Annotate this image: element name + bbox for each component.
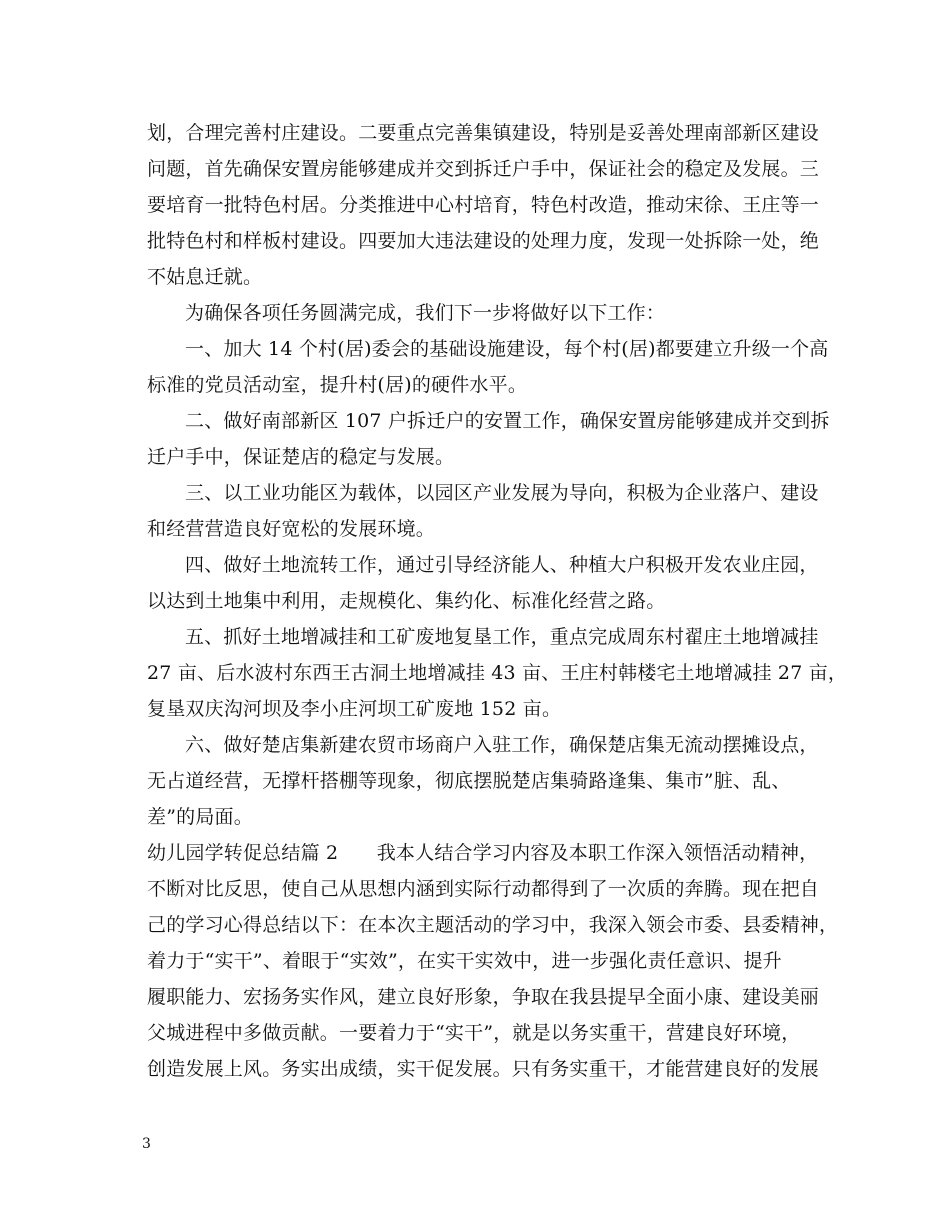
text-line: 要培育一批特色村居。分类推进中心村培育，特色村改造，推动宋徐、王庄等一 <box>147 194 820 216</box>
text-line: 着力于“实干”、着眼于“实效”，在实干实效中，进一步强化责任意识、提升 <box>147 950 782 972</box>
text-line: 批特色村和样板村建设。四要加大违法建设的处理力度，发现一处拆除一处，绝 <box>147 230 820 252</box>
text-line: 复垦双庆沟河坝及李小庄河坝工矿废地 152 亩。 <box>147 698 562 720</box>
section-heading-line: 幼儿园学转促总结篇 2 我本人结合学习内容及本职工作深入领悟活动精神， <box>147 842 819 864</box>
text-line: 六、做好楚店集新建农贸市场商户入驻工作，确保楚店集无流动摆摊设点， <box>185 734 819 756</box>
text-line: 履职能力、宏扬务实作风，建立良好形象，争取在我县提早全面小康、建设美丽 <box>147 986 820 1008</box>
text-line: 一、加大 14 个村(居)委会的基础设施建设，每个村(居)都要建立升级一个高 <box>185 338 829 360</box>
text-line: 为确保各项任务圆满完成，我们下一步将做好以下工作： <box>185 302 666 324</box>
text-line: 二、做好南部新区 107 户拆迁户的安置工作，确保安置房能够建成并交到拆 <box>185 410 830 432</box>
text-line: 父城进程中多做贡献。一要着力于“实干”，就是以务实重干，营建良好环境， <box>147 1022 801 1044</box>
text-line: 27 亩、后水波村东西王古洞土地增减挂 43 亩、王庄村韩楼宅土地增减挂 27 亩， <box>147 662 848 684</box>
text-line: 划，合理完善村庄建设。二要重点完善集镇建设，特别是妥善处理南部新区建设 <box>147 122 820 144</box>
text-line: 五、抓好土地增减挂和工矿废地复垦工作，重点完成周东村翟庄土地增减挂 <box>185 626 819 648</box>
page-number: 3 <box>142 1136 151 1152</box>
text-line: 创造发展上风。务实出成绩，实干促发展。只有务实重干，才能营建良好的发展 <box>147 1058 820 1080</box>
text-line: 无占道经营，无撑杆搭棚等现象，彻底摆脱楚店集骑路逢集、集市”脏、乱、 <box>147 770 791 792</box>
text-line: 己的学习心得总结以下：在本次主题活动的学习中，我深入领会市委、县委精神， <box>147 914 839 936</box>
text-line: 迁户手中，保证楚店的稳定与发展。 <box>147 446 455 468</box>
text-line: 差”的局面。 <box>147 806 253 828</box>
text-line: 问题，首先确保安置房能够建成并交到拆迁户手中，保证社会的稳定及发展。三 <box>147 158 820 180</box>
text-line: 不姑息迁就。 <box>147 266 263 288</box>
text-line: 不断对比反思，使自己从思想内涵到实际行动都得到了一次质的奔腾。现在把自 <box>147 878 820 900</box>
text-line: 以达到土地集中利用，走规模化、集约化、标准化经营之路。 <box>147 590 666 612</box>
text-line: 标准的党员活动室，提升村(居)的硬件水平。 <box>147 374 528 396</box>
text-line: 和经营营造良好宽松的发展环境。 <box>147 518 436 540</box>
text-line: 四、做好土地流转工作，通过引导经济能人、种植大户积极开发农业庄园， <box>185 554 819 576</box>
text-line: 三、以工业功能区为载体，以园区产业发展为导向，积极为企业落户、建设 <box>185 482 819 504</box>
